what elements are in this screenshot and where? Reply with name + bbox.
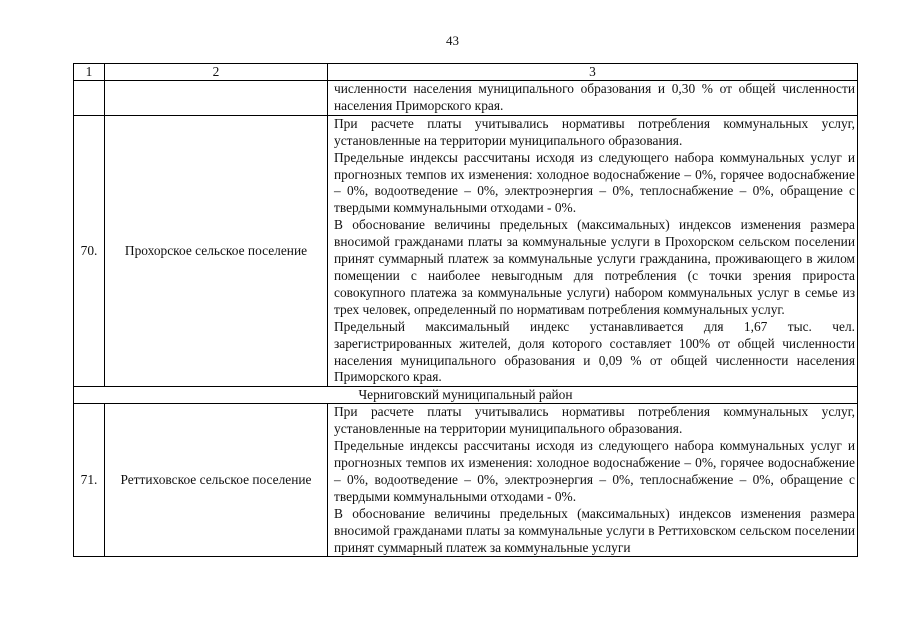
table-row-continuation [74, 81, 858, 116]
header-col-1: 1 [74, 64, 105, 81]
settlement-name-cell: Прохорское сельское поселение [105, 115, 328, 387]
description-cell [328, 115, 858, 387]
table-row-71 [74, 404, 858, 557]
settlement-name-cell [105, 81, 328, 116]
description-cell [328, 81, 858, 116]
header-col-2: 2 [105, 64, 328, 81]
tariff-table [73, 63, 858, 557]
district-header-row [74, 387, 858, 404]
header-col-3: 3 [328, 64, 858, 81]
description-paragraph: При расчете платы учитывались нормативы потребления коммунальных услуг, установленные на территории муниципального образования. [334, 404, 855, 437]
continuation-paragraph: численности населения муниципального образования и 0,30 % от общей численности населения Приморского края. [334, 81, 855, 113]
description-paragraph: Предельный максимальный индекс устанавливается для 1,67 тыс. чел. зарегистрированных жителей, доля которого составляет 100% от общей численности населения муниципального образования и 0,09 % от общей численности населения Приморского края. [334, 318, 855, 385]
table-row-70 [74, 115, 858, 387]
row-number-cell: 71. [74, 404, 105, 557]
description-paragraph: В обоснование величины предельных (максимальных) индексов изменения размера вносимой гражданами платы за коммунальные услуги в Реттиховском сельском поселении принят суммарный платеж за коммунальные услуги [334, 505, 855, 555]
description-paragraph: Предельные индексы рассчитаны исходя из следующего набора коммунальных услуг и прогнозных темпов их изменения: холодное водоснабжение – 0%, горячее водоснабжение – 0%, водоотведение – 0%, электроэнергия – 0%, теплоснабжение – 0%, обращение с твердыми коммунальными отходами - 0%. [334, 149, 855, 216]
description-paragraph: При расчете платы учитывались нормативы потребления коммунальных услуг, установленные на территории муниципального образования. [334, 115, 855, 148]
description-cell [328, 404, 858, 557]
description-paragraph: В обоснование величины предельных (максимальных) индексов изменения размера вносимой гражданами платы за коммунальные услуги в Прохорском сельском поселении принят суммарный платеж за коммунальные услуги гражданина, проживающего в жилом помещении с наиболее невыгодным для потребления (с точки зрения прироста совокупного платежа за коммунальные услуги) набором коммунальных услуг в семье из трех человек, определенный по нормативам потребления коммунальных услуг. [334, 217, 855, 317]
row-number-cell: 70. [74, 115, 105, 387]
page-number: 43 [446, 33, 459, 48]
district-name: Черниговский муниципальный район [74, 387, 858, 404]
description-paragraph: Предельные индексы рассчитаны исходя из следующего набора коммунальных услуг и прогнозных темпов их изменения: холодное водоснабжение – 0%, горячее водоснабжение – 0%, водоотведение – 0%, электроэнергия – 0%, теплоснабжение – 0%, обращение с твердыми коммунальными отходами - 0%. [334, 438, 855, 504]
settlement-name-cell: Реттиховское сельское поселение [105, 404, 328, 557]
table-header-row [74, 64, 858, 81]
row-number-cell [74, 81, 105, 116]
